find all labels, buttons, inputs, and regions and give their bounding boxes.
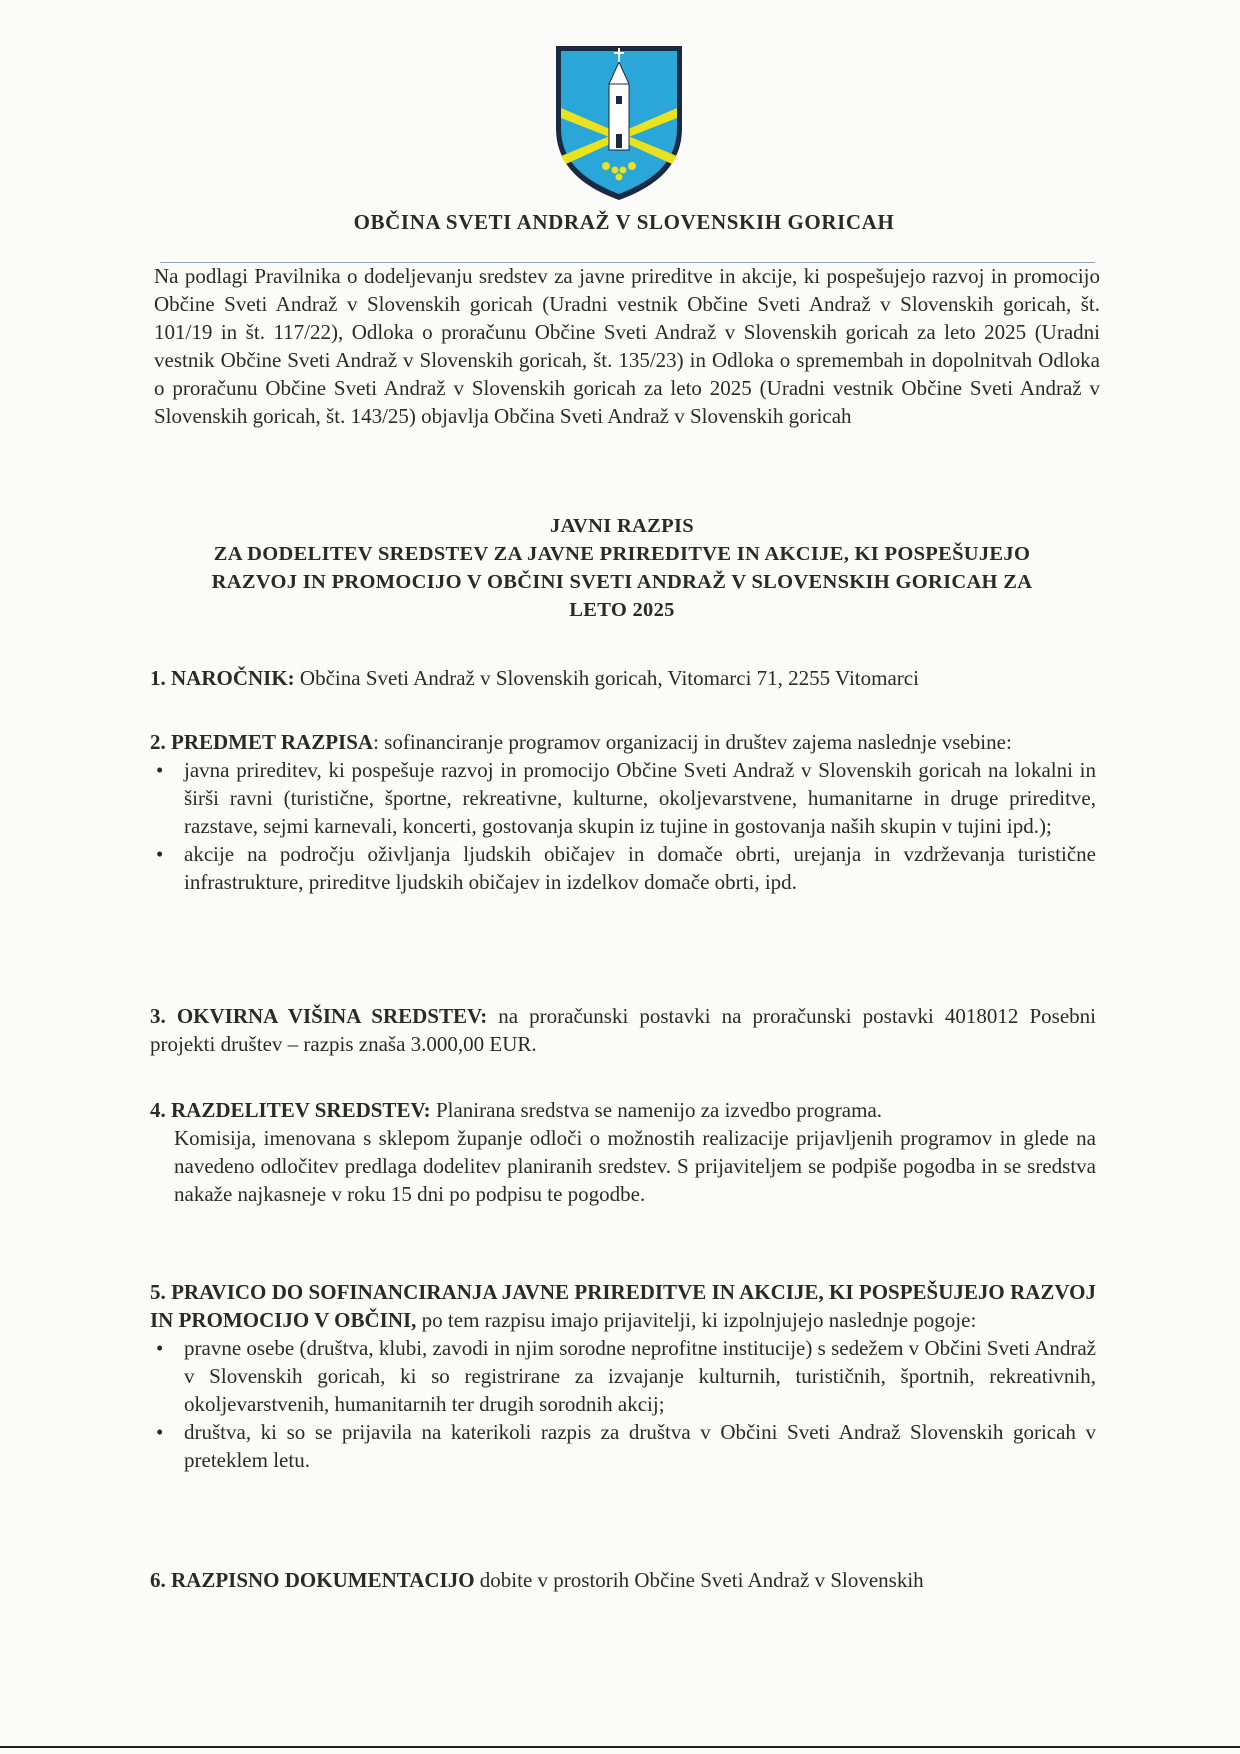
org-title: OBČINA SVETI ANDRAŽ V SLOVENSKIH GORICAH (353, 210, 895, 234)
section-text: : sofinanciranje programov organizacij in društev zajema naslednje vsebine: (373, 730, 1012, 754)
section-text: Komisija, imenovana s sklepom županje odloči o možnostih realizacije prijavljenih programov in glede na navedeno odločitev predlaga dodelitev planiranih sredstev. S prijaviteljem se podpiše pogodba in se sredstva nakaže najkasneje v roku 15 dni po podpisu te pogodbe. (174, 1126, 1096, 1206)
section-pravica (150, 1278, 1096, 1474)
section-predmet-razpisa (150, 728, 1096, 896)
heading-line-1: JAVNI RAZPIS (550, 515, 694, 537)
list-item (150, 1334, 1096, 1418)
section-razpisna-dokumentacija (150, 1566, 1096, 1594)
bullet-icon: • (156, 758, 164, 782)
document-heading (150, 512, 1094, 624)
section-text: dobite v prostorih Občine Sveti Andraž v Slovenskih (474, 1568, 924, 1592)
list-item-text: akcije na področju oživljanja ljudskih običajev in domače obrti, urejanja in vzdrževanja turistične infrastrukture, prireditve ljudskih običajev in izdelkov domače obrti, ipd. (184, 842, 1096, 894)
heading-line-2: ZA DODELITEV SREDSTEV ZA JAVNE PRIREDITVE IN AKCIJE, KI POSPEŠUJEJO (213, 543, 1031, 565)
bullet-icon: • (156, 1336, 164, 1360)
section-label: 6. RAZPISNO DOKUMENTACIJO (150, 1568, 475, 1592)
intro-paragraph: Na podlagi Pravilnika o dodeljevanju sredstev za javne prireditve in akcije, ki pospešujejo razvoj in promocijo Občine Sveti Andraž v Slovenskih goricah (Uradni vestnik Občine Sveti Andraž v Slovenskih goricah, št. 101/19 in št. 117/22), Odloka o proračunu Občine Sveti Andraž v Slovenskih goricah za leto 2025 (Uradni vestnik Občine Sveti Andraž v Slovenskih goricah, št. 135/23) in Odloka o spremembah in dopolnitvah Odloka o proračunu Občine Sveti Andraž v Slovenskih goricah za leto 2025 (Uradni vestnik Občine Sveti Andraž v Slovenskih goricah, št. 143/25) objavlja Občina Sveti Andraž v Slovenskih goricah (154, 264, 1100, 428)
list-item-text: pravne osebe (društva, klubi, zavodi in njim sorodne neprofitne institucije) s sedežem v Občini Sveti Andraž v Slovenskih goricah, ki so registrirane za izvajanje kulturnih, turističnih, športnih, rekreativnih, okoljevarstvenih, humanitarnih ter drugih sorodnih akcij; (184, 1336, 1096, 1416)
list-item (150, 840, 1096, 896)
list-item (150, 1418, 1096, 1474)
section-text: po tem razpisu imajo prijavitelji, ki izpolnjujejo naslednje pogoje: (416, 1308, 977, 1332)
section-label: 3. OKVIRNA VIŠINA SREDSTEV: (150, 1004, 488, 1028)
page-bottom-edge (0, 1746, 1240, 1748)
section-label: 4. RAZDELITEV SREDSTEV: (150, 1098, 431, 1122)
section-label: 1. NAROČNIK: (150, 666, 295, 690)
section-narocnik (150, 664, 1096, 692)
list-item-text: javna prireditev, ki pospešuje razvoj in promocijo Občine Sveti Andraž v Slovenskih goricah na lokalni in širši ravni (turistične, športne, rekreativne, kulturne, okoljevarstvene, humanitarne in druge prireditve, razstave, sejmi karnevali, koncerti, gostovanja skupin iz tujine in gostovanja naših skupin v tujini ipd.); (184, 758, 1096, 838)
list-item (150, 756, 1096, 840)
crest-icon (552, 38, 686, 204)
section-text: Občina Sveti Andraž v Slovenskih goricah, Vitomarci 71, 2255 Vitomarci (294, 666, 919, 690)
bullet-icon: • (156, 1420, 164, 1444)
bullet-icon: • (156, 842, 164, 866)
section-razdelitev (150, 1096, 1096, 1208)
section-label: 2. PREDMET RAZPISA (150, 730, 374, 754)
section-text: na proračunski postavki na proračunski postavki 4018012 Posebni projekti društev – razpis znaša 3.000,00 EUR. (150, 1004, 1096, 1056)
list-item-text: društva, ki so se prijavila na katerikoli razpis za društva v Občini Sveti Andraž Slovenskih goricah v preteklem letu. (184, 1420, 1096, 1472)
section-okvirna-visina (150, 1002, 1096, 1058)
heading-line-3: RAZVOJ IN PROMOCIJO V OBČINI SVETI ANDRAŽ V SLOVENSKIH GORICAH ZA (211, 571, 1033, 593)
section-text: Planirana sredstva se namenijo za izvedbo programa. (430, 1098, 883, 1122)
section-label: 5. PRAVICO DO SOFINANCIRANJA JAVNE PRIREDITVE IN AKCIJE, KI POSPEŠUJEJO RAZVOJ IN PROMOCIJO V OBČINI, (150, 1280, 1096, 1332)
heading-line-4: LETO 2025 (569, 599, 675, 621)
